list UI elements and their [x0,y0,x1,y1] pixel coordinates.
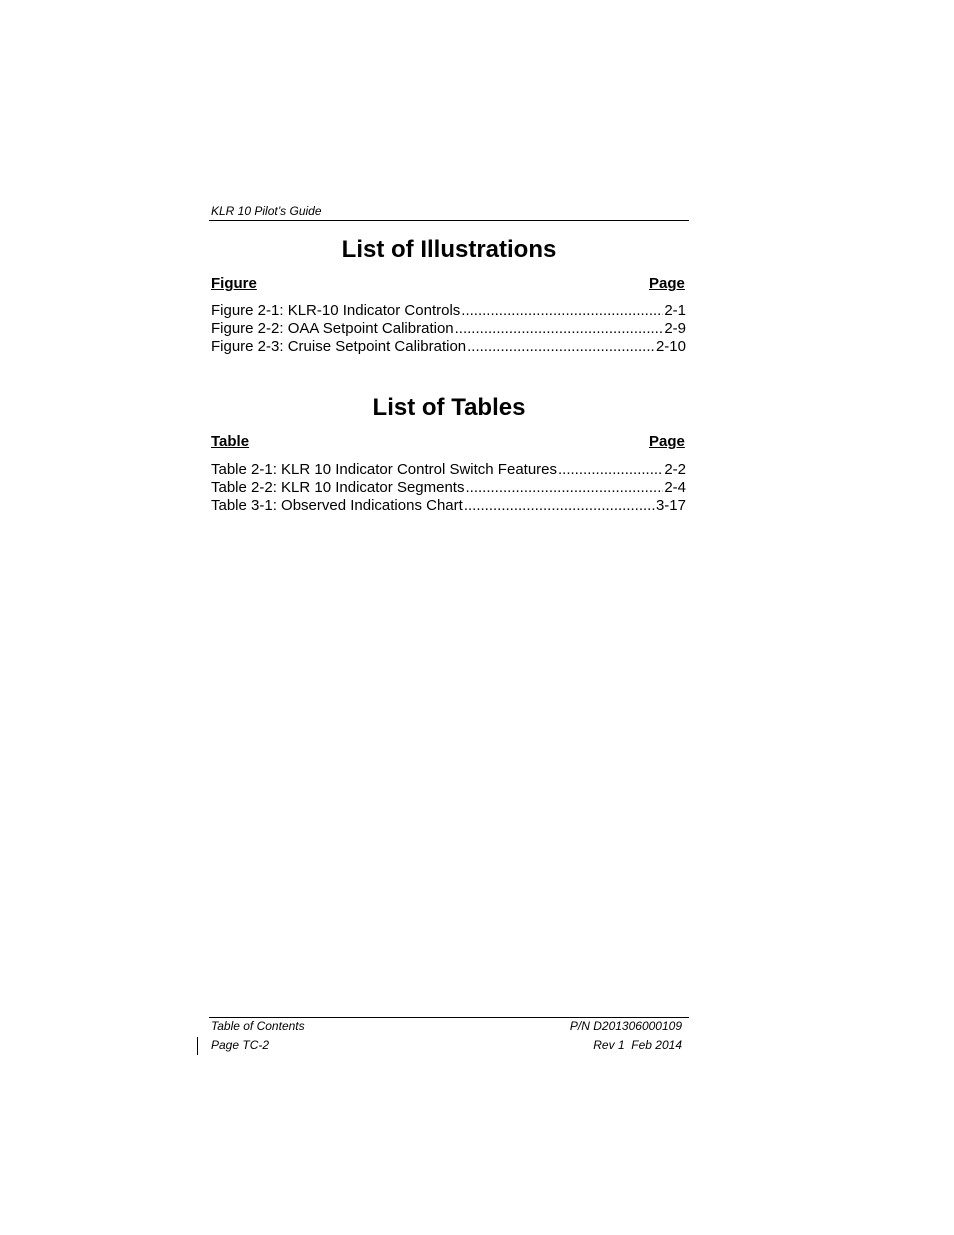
tables-title: List of Tables [372,394,526,421]
page-column-header: Page [649,433,685,450]
list-item[interactable] [211,338,686,356]
entry-page: 2-10 [655,338,686,355]
list-item[interactable] [211,497,686,515]
entry-label: Table 3-1: Observed Indications Chart [211,497,463,514]
header-divider [209,220,689,221]
illustrations-entries [211,302,686,356]
entry-page: 2-1 [664,302,686,319]
list-item[interactable] [211,320,686,338]
page-column-header: Page [649,275,685,292]
dot-leader [461,302,663,320]
entry-label: Figure 2-1: KLR-10 Indicator Controls [211,302,461,319]
list-item[interactable] [211,461,686,479]
list-item[interactable] [211,302,686,320]
footer-revision: Rev 1 Feb 2014 [593,1038,682,1052]
figure-column-header: Figure [211,275,257,292]
dot-leader [467,338,655,356]
dot-leader [464,497,655,515]
document-title: KLR 10 Pilot’s Guide [211,204,322,218]
entry-page: 2-9 [664,320,686,337]
list-item[interactable] [211,479,686,497]
entry-page: 2-4 [664,479,686,496]
entry-label: Figure 2-3: Cruise Setpoint Calibration [211,338,467,355]
dot-leader [455,320,664,338]
footer-part-number: P/N D201306000109 [569,1019,682,1033]
revision-change-bar [197,1037,198,1055]
footer-section: Table of Contents [211,1019,305,1033]
dot-leader [465,479,663,497]
table-column-header: Table [211,433,250,450]
footer-page-number: Page TC-2 [211,1038,270,1052]
entry-label: Table 2-1: KLR 10 Indicator Control Switch Features [211,461,558,478]
illustrations-title: List of Illustrations [341,236,557,263]
entry-label: Table 2-2: KLR 10 Indicator Segments [211,479,465,496]
entry-page: 2-2 [664,461,686,478]
footer-divider [209,1017,689,1018]
entry-page: 3-17 [655,497,686,514]
dot-leader [558,461,663,479]
entry-label: Figure 2-2: OAA Setpoint Calibration [211,320,454,337]
tables-entries [211,461,686,515]
